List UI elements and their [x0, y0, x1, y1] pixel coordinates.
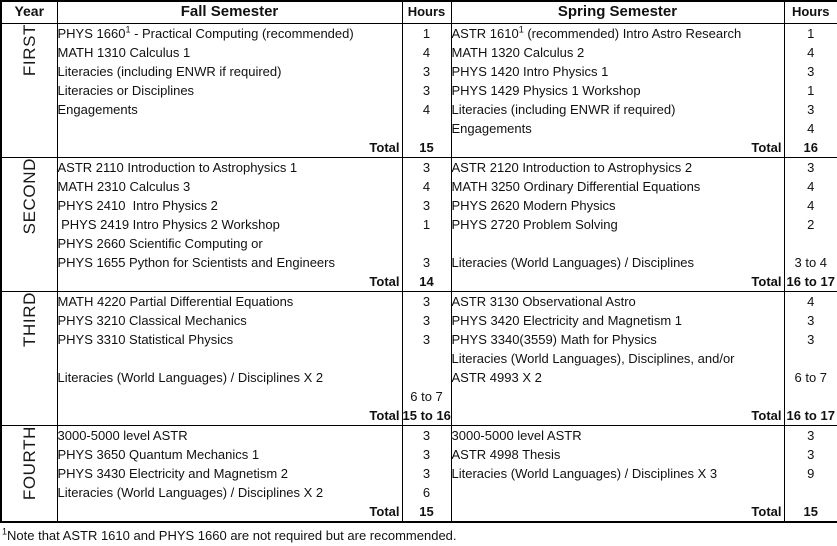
fall-total-value: 15 [419, 504, 434, 519]
spring-courses-cell [451, 292, 784, 426]
fall-hours-line: 1 [422, 26, 431, 41]
spring-course-line: Literacies (World Languages) / Disciplines [451, 255, 695, 270]
fall-hours-line: 4 [422, 45, 431, 60]
footnote-ref: 1 [125, 24, 131, 35]
table-row [1, 292, 837, 426]
spring-courses-cell [451, 24, 784, 158]
spring-hours-line: 2 [807, 217, 815, 232]
spring-hours-cell [784, 158, 837, 292]
spring-hours-line: 1 [807, 26, 815, 41]
fall-hours-line: 3 [422, 428, 431, 443]
fall-total-value: 14 [419, 274, 434, 289]
fall-hours-line: 3 [422, 160, 431, 175]
spring-course-line: PHYS 2720 Problem Solving [451, 217, 618, 232]
fall-hours-line: 3 [422, 198, 431, 213]
year-label: SECOND [19, 158, 39, 235]
fall-course-line: Literacies (including ENWR if required) [57, 64, 282, 79]
header-hours-spring: Hours [784, 1, 837, 24]
spring-course-line: 3000-5000 level ASTR [451, 428, 582, 443]
fall-course-line: Literacies (World Languages) / Disciplines X 2 [57, 370, 324, 385]
fall-hours-line: 4 [422, 179, 431, 194]
spring-course-line: MATH 1320 Calculus 2 [451, 45, 585, 60]
spring-course-line: ASTR 4998 Thesis [451, 447, 561, 462]
fall-course-line: Engagements [57, 102, 138, 117]
fall-hours-line: 3 [422, 447, 431, 462]
spring-course-line: Engagements [451, 121, 532, 136]
spring-hours-cell [784, 292, 837, 426]
spring-hours-line: 6 to 7 [794, 370, 828, 385]
fall-course-line: PHYS 2419 Intro Physics 2 Workshop [57, 217, 280, 232]
spring-course-line [452, 483, 784, 502]
spring-total-value: 16 [803, 140, 818, 155]
header-spring: Spring Semester [451, 1, 784, 24]
spring-hours-line: 3 [807, 64, 815, 79]
spring-hours-line: 3 [807, 332, 815, 347]
year-label: FIRST [19, 24, 39, 77]
header-fall: Fall Semester [57, 1, 402, 24]
fall-courses-cell [57, 24, 402, 158]
spring-course-line [452, 387, 784, 406]
spring-hours-line: 3 to 4 [794, 255, 828, 270]
fall-hours-line: 3 [422, 466, 431, 481]
fall-hours-line [403, 234, 451, 253]
spring-course-line: ASTR 1610$^1$ (recommended) Intro Astro Research [451, 24, 742, 41]
spring-hours-line: 3 [807, 160, 815, 175]
spring-courses-cell [451, 426, 784, 523]
footnote-marker: 1 [2, 526, 8, 537]
spring-hours-line [785, 483, 837, 502]
spring-course-line: PHYS 3420 Electricity and Magnetism 1 [451, 313, 682, 328]
table-row [1, 426, 837, 523]
spring-course-line: ASTR 2120 Introduction to Astrophysics 2 [451, 160, 693, 175]
year-label: THIRD [19, 292, 39, 347]
spring-total-value: 15 [803, 504, 818, 519]
fall-course-line: ASTR 2110 Introduction to Astrophysics 1 [57, 160, 298, 175]
fall-course-line [58, 119, 402, 138]
footnote-ref: 1 [518, 24, 524, 35]
spring-hours-line: 3 [807, 102, 815, 117]
fall-hours-cell [402, 292, 451, 426]
spring-hours-cell [784, 426, 837, 523]
spring-hours-cell [784, 24, 837, 158]
fall-course-line: PHYS 2410 Intro Physics 2 [57, 198, 218, 213]
spring-total-label: Total [751, 408, 782, 423]
spring-course-line: ASTR 4993 X 2 [451, 370, 542, 385]
fall-course-line: Literacies (World Languages) / Disciplines X 2 [57, 485, 324, 500]
year-cell-fourth [1, 426, 57, 523]
fall-hours-line: 3 [422, 64, 431, 79]
fall-course-line [58, 387, 402, 406]
fall-hours-cell [402, 426, 451, 523]
fall-course-line: MATH 1310 Calculus 1 [57, 45, 191, 60]
fall-courses-cell [57, 426, 402, 523]
spring-hours-line [785, 349, 837, 368]
spring-total-value: 16 to 17 [786, 408, 835, 423]
spring-course-line: Literacies (World Languages) / Disciplines X 3 [451, 466, 718, 481]
spring-course-line: PHYS 2620 Modern Physics [451, 198, 616, 213]
spring-hours-line: 3 [807, 313, 815, 328]
fall-hours-cell [402, 158, 451, 292]
fall-hours-line: 3 [422, 294, 431, 309]
fall-hours-line [403, 349, 451, 368]
spring-course-line: PHYS 1420 Intro Physics 1 [451, 64, 609, 79]
header-year: Year [1, 1, 57, 24]
spring-course-line: Literacies (World Languages), Disciplines, and/or [451, 351, 735, 366]
spring-hours-line: 4 [807, 179, 815, 194]
fall-course-line: 3000-5000 level ASTR [57, 428, 188, 443]
spring-course-line: PHYS 3340(3559) Math for Physics [451, 332, 657, 347]
header-row [1, 1, 837, 24]
fall-hours-line: 6 to 7 [410, 389, 443, 404]
fall-courses-cell [57, 292, 402, 426]
table-header [1, 1, 837, 24]
spring-hours-line: 3 [807, 447, 815, 462]
fall-hours-line: 3 [422, 313, 431, 328]
fall-course-line: MATH 2310 Calculus 3 [57, 179, 191, 194]
spring-hours-line [785, 387, 837, 406]
fall-course-line: PHYS 3210 Classical Mechanics [57, 313, 247, 328]
year-cell-second [1, 158, 57, 292]
spring-hours-line [785, 234, 837, 253]
spring-total-label: Total [751, 504, 782, 519]
fall-hours-line: 1 [422, 217, 431, 232]
fall-course-line: PHYS 1660$^1$ - Practical Computing (recommended) [57, 24, 354, 41]
spring-hours-line: 4 [807, 294, 815, 309]
fall-course-line: PHYS 1655 Python for Scientists and Engineers [57, 255, 335, 270]
fall-course-line: PHYS 2660 Scientific Computing or [57, 236, 263, 251]
spring-hours-line: 4 [807, 121, 815, 136]
header-hours-fall: Hours [402, 1, 451, 24]
year-cell-third [1, 292, 57, 426]
fall-total-label: Total [369, 408, 400, 423]
spring-course-line: ASTR 3130 Observational Astro [451, 294, 636, 309]
spring-course-line: MATH 3250 Ordinary Differential Equations [451, 179, 701, 194]
spring-course-line [452, 234, 784, 253]
fall-course-line: PHYS 3650 Quantum Mechanics 1 [57, 447, 260, 462]
spring-hours-line: 9 [807, 466, 815, 481]
table-row [1, 158, 837, 292]
fall-total-label: Total [369, 504, 400, 519]
fall-total-value: 15 to 16 [402, 408, 451, 423]
footnote [0, 523, 837, 544]
year-label: FOURTH [19, 426, 39, 501]
fall-courses-cell [57, 158, 402, 292]
spring-total-label: Total [751, 274, 782, 289]
spring-hours-line: 3 [807, 428, 815, 443]
fall-total-label: Total [369, 140, 400, 155]
fall-course-line: MATH 4220 Partial Differential Equations [57, 294, 294, 309]
spring-total-value: 16 to 17 [786, 274, 835, 289]
spring-hours-line: 4 [807, 198, 815, 213]
fall-total-label: Total [369, 274, 400, 289]
fall-hours-line: 3 [422, 255, 431, 270]
spring-hours-line: 4 [807, 45, 815, 60]
fall-hours-line: 3 [422, 83, 431, 98]
spring-hours-line: 1 [807, 83, 815, 98]
fall-course-line: PHYS 3310 Statistical Physics [57, 332, 234, 347]
fall-hours-line [403, 119, 451, 138]
spring-total-label: Total [751, 140, 782, 155]
table-body [1, 24, 837, 523]
fall-course-line: PHYS 3430 Electricity and Magnetism 2 [57, 466, 288, 481]
spring-course-line: Literacies (including ENWR if required) [451, 102, 676, 117]
table-row [1, 24, 837, 158]
year-cell-first [1, 24, 57, 158]
fall-course-line [58, 349, 402, 368]
fall-course-line: Literacies or Disciplines [57, 83, 195, 98]
fall-total-value: 15 [419, 140, 434, 155]
fall-hours-line: 4 [422, 102, 431, 117]
fall-hours-line [403, 368, 451, 387]
spring-courses-cell [451, 158, 784, 292]
spring-course-line: PHYS 1429 Physics 1 Workshop [451, 83, 641, 98]
footnote-text: Note that ASTR 1610 and PHYS 1660 are not required but are recommended. [7, 528, 457, 543]
fall-hours-line: 6 [422, 485, 431, 500]
fall-hours-cell [402, 24, 451, 158]
fall-hours-line: 3 [422, 332, 431, 347]
